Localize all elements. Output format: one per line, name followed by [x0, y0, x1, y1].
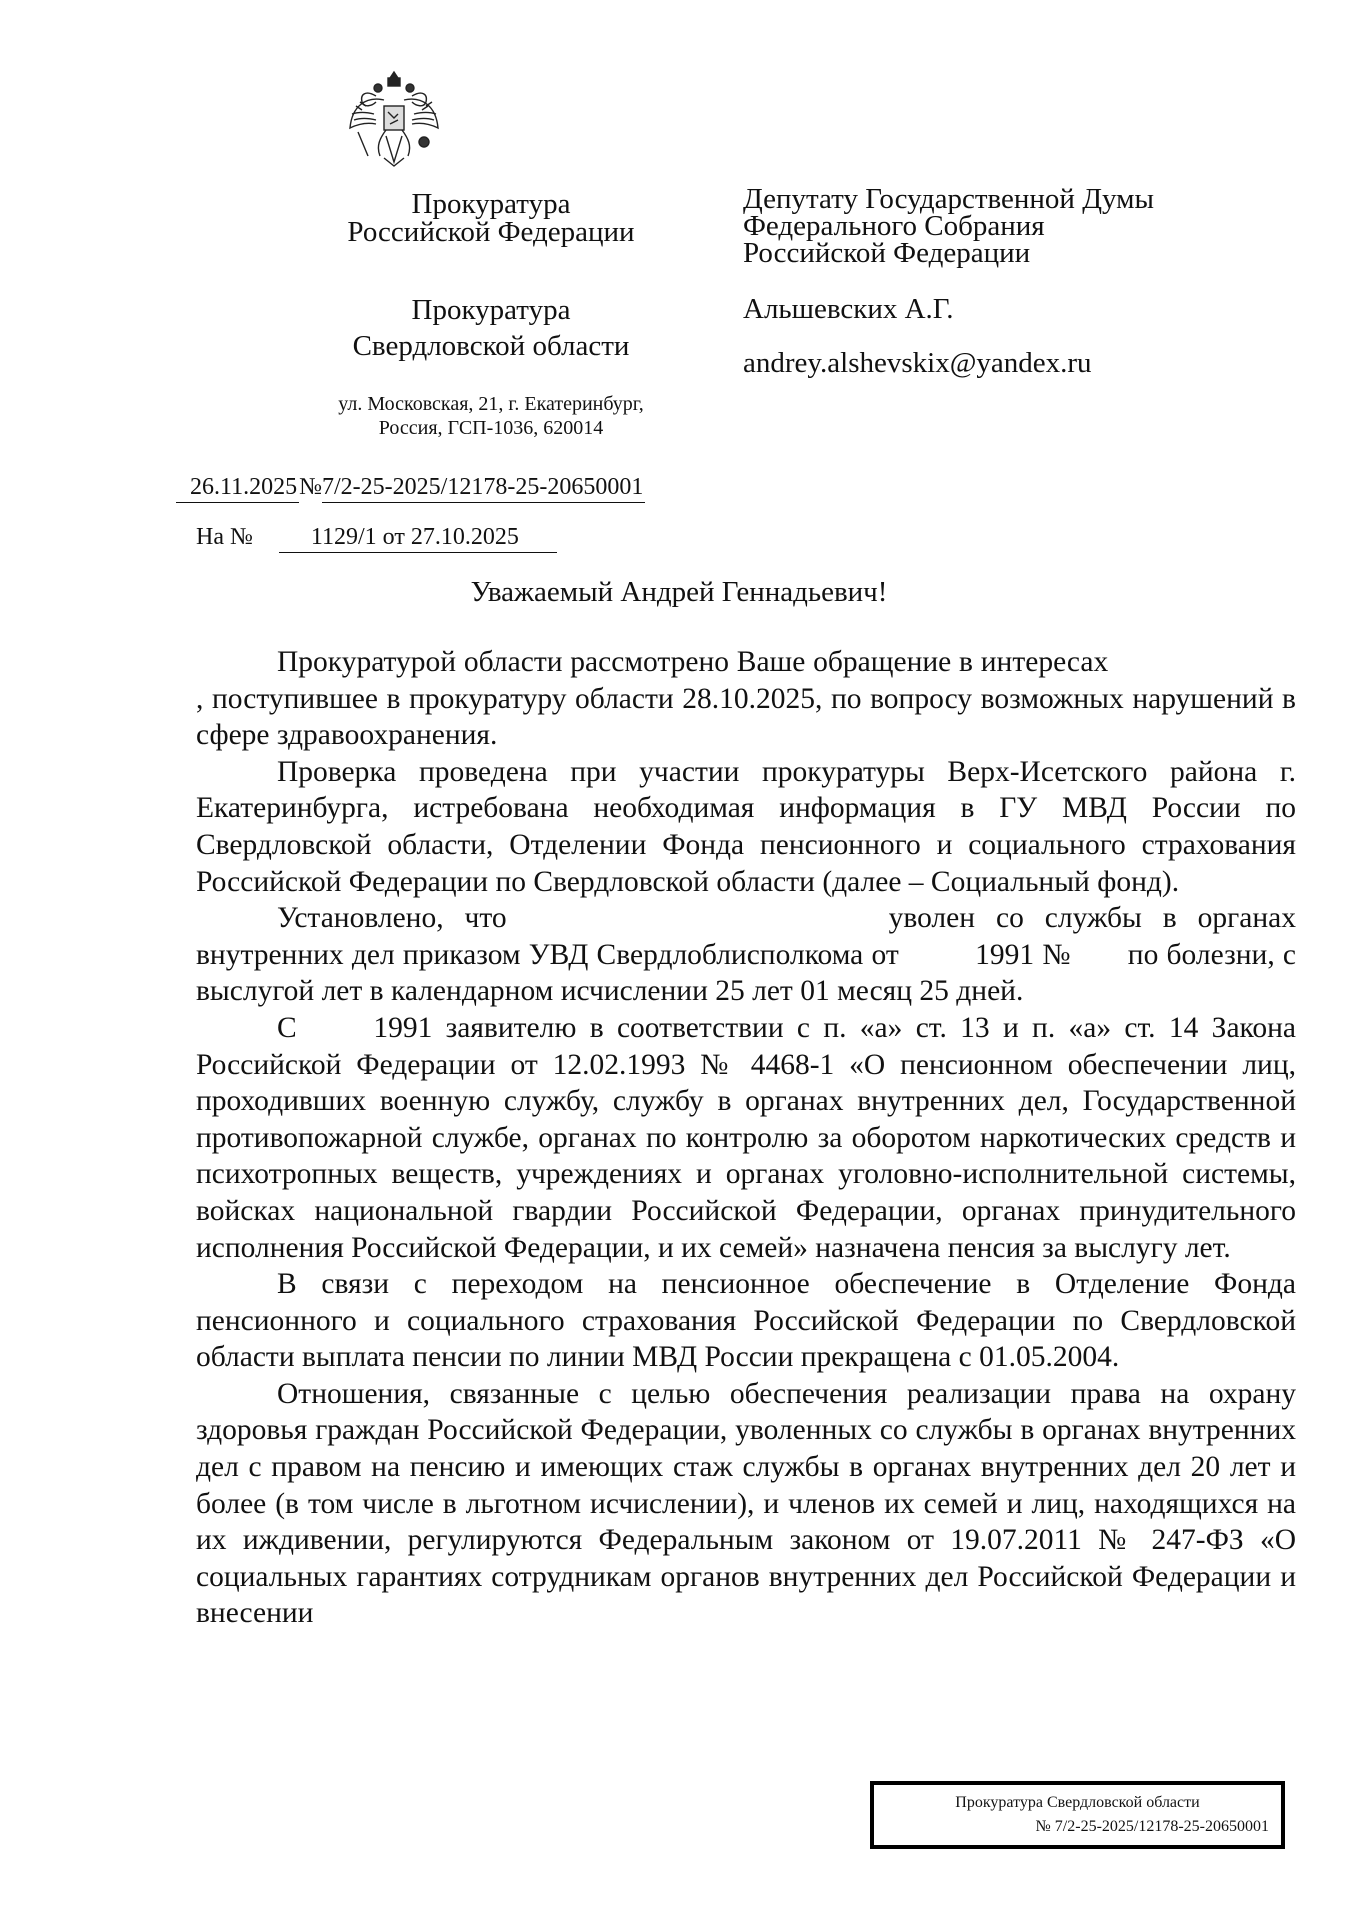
stamp-number: 7/2-25-2025/12178-25-20650001	[1054, 1818, 1269, 1835]
sender-org	[196, 190, 786, 246]
stamp-org: Прокуратура Свердловской области	[955, 1794, 1200, 1811]
coat-of-arms-emblem	[336, 66, 452, 174]
paragraph-3-part-b: уволен со службы в органах внутренних дел приказом УВД Свердлоблисполкома от	[196, 902, 1296, 971]
registration-number: 7/2-25-2025/12178-25-20650001	[322, 472, 645, 503]
greeting: Уважаемый Андрей Геннадьевич!	[470, 576, 888, 608]
paragraph-1-part-a: Прокуратурой области рассмотрено Ваше обращение в интересах	[277, 646, 1109, 678]
sender-suborg-line2: Свердловской области	[352, 330, 630, 362]
paragraph-1	[196, 644, 1296, 754]
double-headed-eagle-icon	[336, 66, 452, 174]
sender-suborg	[196, 292, 786, 364]
paragraph-3	[196, 900, 1296, 1010]
registration-number-sign: №	[299, 474, 323, 500]
sender-suborg-line1: Прокуратура	[411, 294, 571, 326]
sender-address	[196, 392, 786, 440]
reply-reference-line	[196, 522, 557, 553]
sender-org-line1: Прокуратура	[411, 188, 571, 220]
recipient-title	[743, 183, 1154, 269]
recipient-email[interactable]: andrey.alshevskix@yandex.ru	[743, 347, 1092, 379]
reply-label: На №	[196, 524, 253, 550]
paragraph-3-part-d: по болезни, с выслугой лет в календарном исчислении 25 лет 01 месяц 25 дней.	[196, 938, 1297, 1008]
reply-reference: 1129/1 от 27.10.2025	[279, 522, 557, 553]
recipient-line1: Депутату Государственной Думы	[743, 183, 1154, 215]
paragraph-5: В связи с переходом на пенсионное обеспечение в Отделение Фонда пенсионного и социального страхования Российской Федерации по Свердловской области выплата пенсии по линии МВД России прекращена с 01.05.2004.	[196, 1268, 1296, 1374]
registration-line	[176, 472, 645, 503]
paragraph-3-part-a: Установлено, что	[277, 902, 507, 935]
sender-org-line2: Российской Федерации	[347, 216, 635, 248]
sender-address-line2: Россия, ГСП-1036, 620014	[378, 417, 604, 439]
registration-stamp	[870, 1781, 1285, 1849]
paragraph-4-part-a: С	[277, 1011, 297, 1044]
stamp-number-line	[1036, 1818, 1269, 1836]
paragraph-6: Отношения, связанные с целью обеспечения реализации права на охрану здоровья граждан Российской Федерации, уволенных со службы в органах внутренних дел с правом на пенсию и имеющих стаж службы в органах внутренних дел 20 лет и более (в том числе в льготном исчислении), и членов их семей и лиц, находящихся на их иждивении, регулируются Федеральным законом от 19.07.2011 № 247-ФЗ «О социальных гарантиях сотрудникам органов внутренних дел Российской Федерации и внесении	[196, 1377, 1296, 1630]
sender-address-line1: ул. Московская, 21, г. Екатеринбург,	[338, 393, 644, 415]
stamp-number-sign: №	[1035, 1818, 1051, 1835]
recipient-line2: Федерального Собрания	[743, 210, 1045, 242]
letter-body	[196, 644, 1296, 1632]
registration-date: 26.11.2025	[176, 472, 299, 503]
paragraph-2: Проверка проведена при участии прокуратуры Верх-Исетского района г. Екатеринбурга, истребована необходимая информация в ГУ МВД России по Свердловской области, Отделении Фонда пенсионного и социального страхования Российской Федерации по Свердловской области (далее – Социальный фонд).	[196, 755, 1296, 898]
paragraph-4	[196, 1010, 1296, 1266]
paragraph-1-part-b: , поступившее в прокуратуру области 28.10.2025, по вопросу возможных нарушений в сфере здравоохранения.	[196, 682, 1296, 752]
recipient-line3: Российской Федерации	[743, 237, 1031, 269]
paragraph-3-part-c: 1991 №	[975, 938, 1072, 971]
paragraph-4-part-b: 1991 заявителю в соответствии с п. «а» ст. 13 и п. «а» ст. 14 Закона Российской Федерации от 12.02.1993 № 4468-1 «О пенсионном обеспечении лиц, проходивших военную службу, службу в органах внутренних дел, Государственной противопожарной службе, органах по контролю за оборотом наркотических средств и психотропных веществ, учреждениях и органах уголовно-исполнительной системы, войсках национальной гвардии Российской Федерации, органах принудительного исполнения Российской Федерации, и их семей» назначена пенсия за выслугу лет.	[196, 1011, 1297, 1264]
recipient-name: Альшевских А.Г.	[743, 293, 954, 325]
